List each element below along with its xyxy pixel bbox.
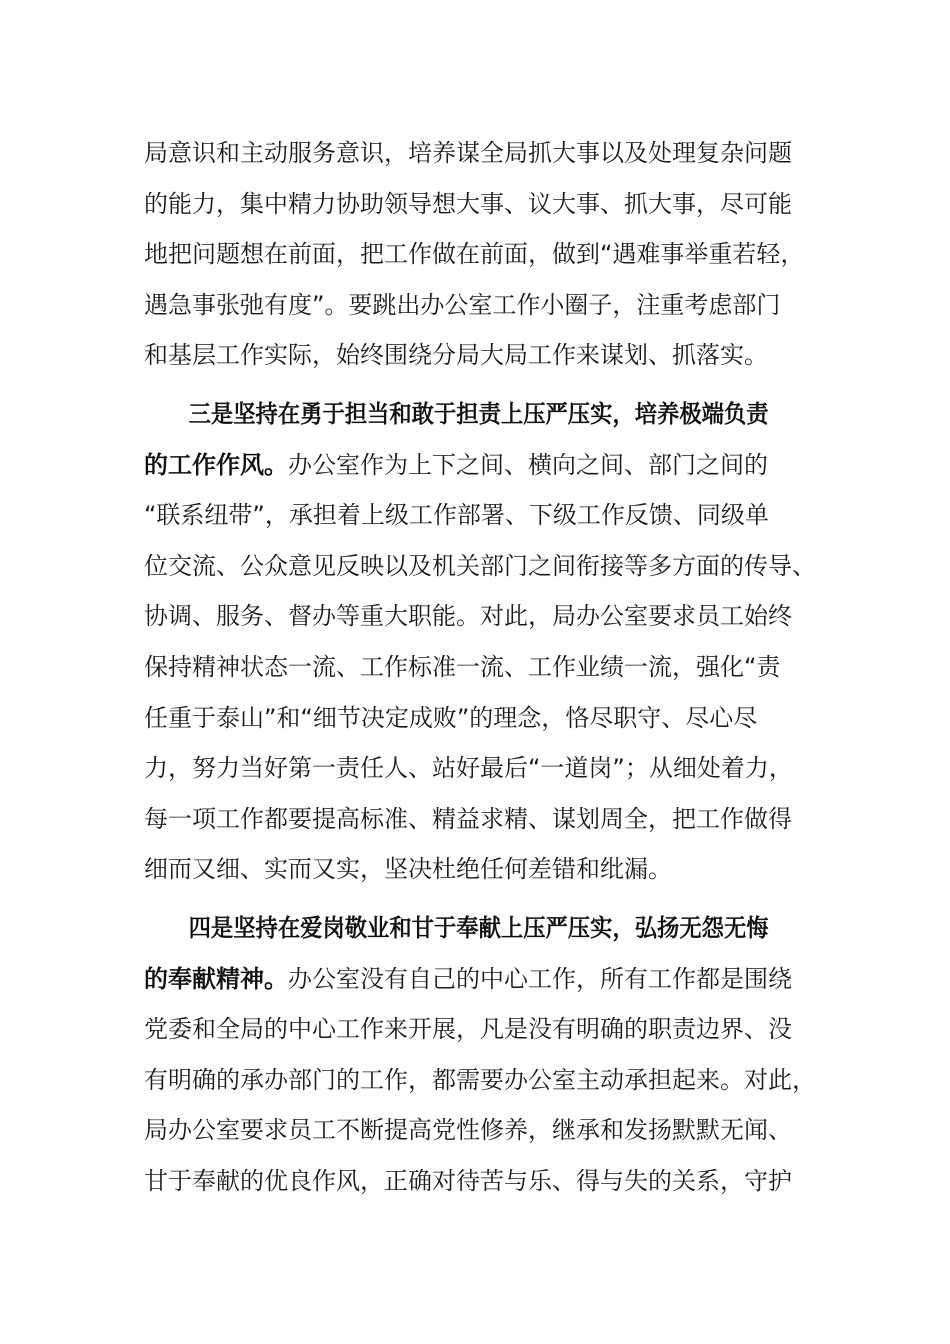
body-text: 的能力，集中精力协助领导想大事、议大事、抓大事，尽可能 <box>144 189 792 218</box>
text-line <box>144 794 824 845</box>
text-line <box>144 591 824 642</box>
body-text: 有明确的承办部门的工作，都需要办公室主动承担起来。对此， <box>144 1065 816 1094</box>
paragraph-3 <box>144 903 824 1207</box>
text-line <box>144 1055 824 1106</box>
text-line <box>144 642 824 693</box>
body-text: 每一项工作都要提高标准、精益求精、谋划周全，把工作做得 <box>144 804 792 833</box>
body-text: 地把问题想在前面，把工作做在前面，做到“遇难事举重若轻， <box>144 240 805 269</box>
body-text: 局意识和主动服务意识，培养谋全局抓大事以及处理复杂问题 <box>144 139 792 167</box>
body-text: 遇急事张弛有度”。要跳出办公室工作小圈子，注重考虑部门 <box>144 290 781 319</box>
lead-phrase: 的工作作风。 <box>144 450 288 479</box>
body-text: 党委和全局的中心工作来开展，凡是没有明确的职责边界、没 <box>144 1015 792 1044</box>
text-line <box>144 389 776 440</box>
text-line <box>144 229 824 280</box>
text-line <box>144 903 776 954</box>
document-body <box>144 128 824 1206</box>
text-line <box>144 541 824 592</box>
lead-phrase: 的奉献精神。 <box>144 964 288 993</box>
text-line <box>144 743 824 794</box>
paragraph-1 <box>144 128 824 381</box>
body-text: 甘于奉献的优良作风，正确对待苦与乐、得与失的关系，守护 <box>144 1166 792 1195</box>
body-text: “联系纽带”，承担着上级工作部署、下级工作反馈、同级单 <box>144 501 769 530</box>
text-line <box>144 844 824 895</box>
text-line <box>144 179 824 230</box>
body-text: 办公室作为上下之间、横向之间、部门之间的 <box>288 450 768 479</box>
body-text: 办公室没有自己的中心工作，所有工作都是围绕 <box>288 964 792 993</box>
text-line <box>144 1156 824 1207</box>
body-text: 力，努力当好第一责任人、站好最后“一道岗”；从细处着力， <box>144 754 793 783</box>
text-line <box>144 440 824 491</box>
body-text: 和基层工作实际，始终围绕分局大局工作来谋划、抓落实。 <box>144 341 768 370</box>
text-line <box>144 280 824 331</box>
body-text: 协调、服务、督办等重大职能。对此，局办公室要求员工始终 <box>144 602 792 631</box>
text-line <box>144 1105 824 1156</box>
text-line <box>144 1004 824 1055</box>
body-text: 局办公室要求员工不断提高党性修养，继承和发扬默默无闻、 <box>144 1116 792 1145</box>
lead-phrase: 三是坚持在勇于担当和敢于担责上压严压实，培养极端负责 <box>188 399 769 428</box>
body-text: 细而又细、实而又实，坚决杜绝任何差错和纰漏。 <box>144 855 672 884</box>
text-line <box>144 128 824 179</box>
body-text: 保持精神状态一流、工作标准一流、工作业绩一流，强化“责 <box>144 652 781 681</box>
text-line <box>144 693 824 744</box>
lead-phrase: 四是坚持在爱岗敬业和甘于奉献上压严压实，弘扬无怨无悔 <box>188 913 769 942</box>
paragraph-2 <box>144 389 824 895</box>
body-text: 位交流、公众意见反映以及机关部门之间衔接等多方面的传导、 <box>144 551 816 580</box>
text-line <box>144 954 824 1005</box>
text-line <box>144 490 824 541</box>
body-text: 任重于泰山”和“细节决定成败”的理念，恪尽职守、尽心尽 <box>144 703 758 732</box>
text-line <box>144 330 824 381</box>
